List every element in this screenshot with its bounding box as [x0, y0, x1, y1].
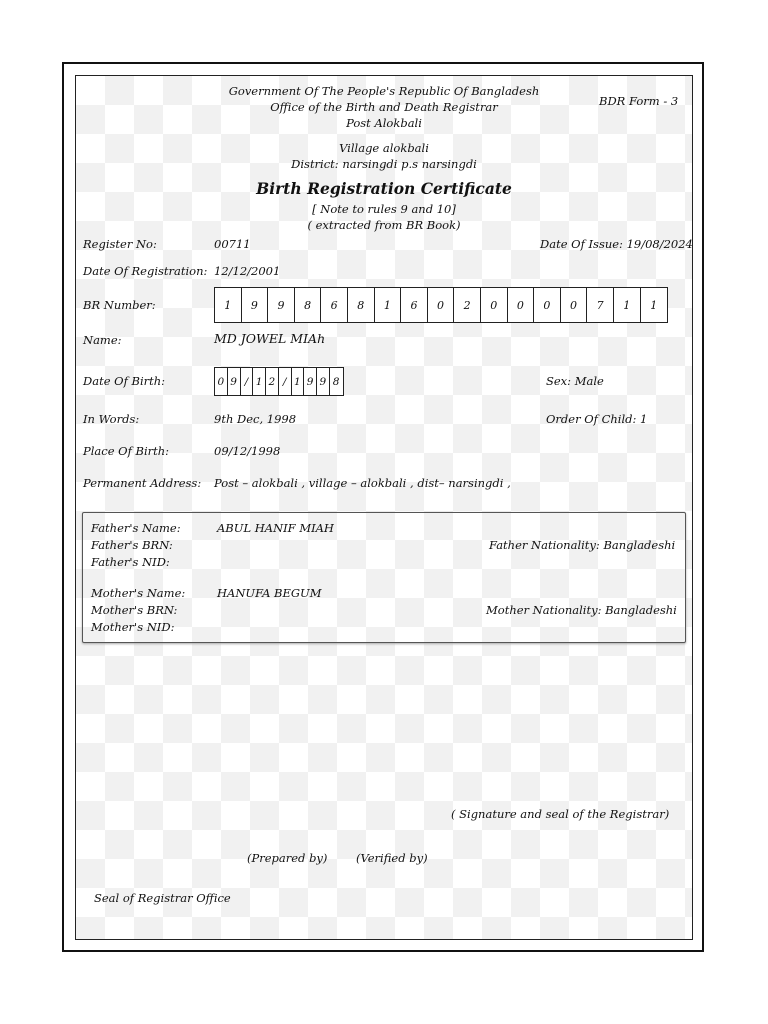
br-digit-cell: 9 — [268, 288, 295, 322]
verified-by: (Verified by) — [356, 851, 428, 865]
dob-char-cell: 9 — [304, 368, 317, 395]
register-no-value: 00711 — [214, 237, 251, 251]
father-brn-label: Father's BRN: — [91, 538, 173, 552]
br-digit-cell: 8 — [295, 288, 322, 322]
mother-name-value: HANUFA BEGUM — [217, 586, 322, 600]
br-digit-cell: 8 — [348, 288, 375, 322]
mother-brn-label: Mother's BRN: — [91, 603, 178, 617]
permanent-address-label: Permanent Address: — [83, 476, 202, 490]
date-of-registration-value: 12/12/2001 — [214, 264, 281, 278]
register-no-label: Register No: — [83, 237, 157, 251]
father-name-label: Father's Name: — [91, 521, 181, 535]
header-line-village: Village alokbali — [339, 141, 429, 155]
father-nationality: Father Nationality: Bangladeshi — [489, 538, 676, 552]
dob-boxes — [214, 367, 344, 396]
order-of-child: Order Of Child: 1 — [546, 412, 648, 426]
dob-char-cell: / — [241, 368, 254, 395]
name-value: MD JOWEL MIAh — [214, 331, 326, 346]
dob-char-cell: 9 — [228, 368, 241, 395]
rules-note: [ Note to rules 9 and 10] — [312, 202, 456, 216]
br-number-label: BR Number: — [83, 298, 156, 312]
father-nid-label: Father's NID: — [91, 555, 170, 569]
dob-char-cell: 1 — [253, 368, 266, 395]
br-digit-cell: 1 — [375, 288, 402, 322]
dob-char-cell: 8 — [332, 375, 340, 388]
permanent-address-value: Post – alokbali , village – alokbali , dist– narsingdi , — [214, 476, 511, 490]
br-digit-cell: 6 — [401, 288, 428, 322]
sex-value: Sex: Male — [546, 374, 604, 388]
br-digit-cell: 1 — [614, 288, 641, 322]
mother-name-label: Mother's Name: — [91, 586, 186, 600]
date-of-registration-label: Date Of Registration: — [83, 264, 208, 278]
header-line-post: Post Alokbali — [346, 116, 422, 130]
header-line-government: Government Of The People's Republic Of Bangladesh — [228, 84, 540, 98]
place-of-birth-value: 09/12/1998 — [214, 444, 281, 458]
mother-nationality: Mother Nationality: Bangladeshi — [486, 603, 677, 617]
br-digit-cell: 0 — [534, 288, 561, 322]
br-digit-cell: 9 — [242, 288, 269, 322]
prepared-by: (Prepared by) — [247, 851, 328, 865]
in-words-label: In Words: — [83, 412, 140, 426]
br-digit-cell: 0 — [561, 288, 588, 322]
br-number-boxes — [214, 287, 668, 323]
dob-char-cell: 9 — [317, 368, 330, 395]
place-of-birth-label: Place Of Birth: — [83, 444, 170, 458]
registrar-office-seal: Seal of Registrar Office — [94, 891, 231, 905]
br-digit-cell: 1 — [215, 288, 242, 322]
extracted-note: ( extracted from BR Book) — [307, 218, 461, 232]
br-digit-cell: 0 — [508, 288, 535, 322]
dob-char-cell: / — [279, 368, 292, 395]
date-of-issue: Date Of Issue: 19/08/2024 — [540, 237, 693, 251]
dob-char-cell: 2 — [266, 368, 279, 395]
br-digit-cell: 6 — [321, 288, 348, 322]
certificate-title: Birth Registration Certificate — [256, 179, 512, 198]
br-digit-cell: 1 — [650, 298, 658, 312]
mother-nid-label: Mother's NID: — [91, 620, 175, 634]
br-digit-cell: 0 — [481, 288, 508, 322]
header-line-office: Office of the Birth and Death Registrar — [270, 100, 498, 114]
name-label: Name: — [83, 333, 122, 347]
br-digit-cell: 7 — [587, 288, 614, 322]
br-digit-cell: 0 — [428, 288, 455, 322]
header-line-district: District: narsingdi p.s narsingdi — [291, 157, 477, 171]
dob-char-cell: 1 — [292, 368, 305, 395]
dob-char-cell: 0 — [215, 368, 228, 395]
dob-label: Date Of Birth: — [83, 374, 166, 388]
br-digit-cell: 2 — [454, 288, 481, 322]
father-name-value: ABUL HANIF MIAH — [217, 521, 334, 535]
form-code: BDR Form - 3 — [599, 94, 679, 108]
in-words-value: 9th Dec, 1998 — [214, 412, 297, 426]
registrar-signature: ( Signature and seal of the Registrar) — [451, 807, 670, 821]
